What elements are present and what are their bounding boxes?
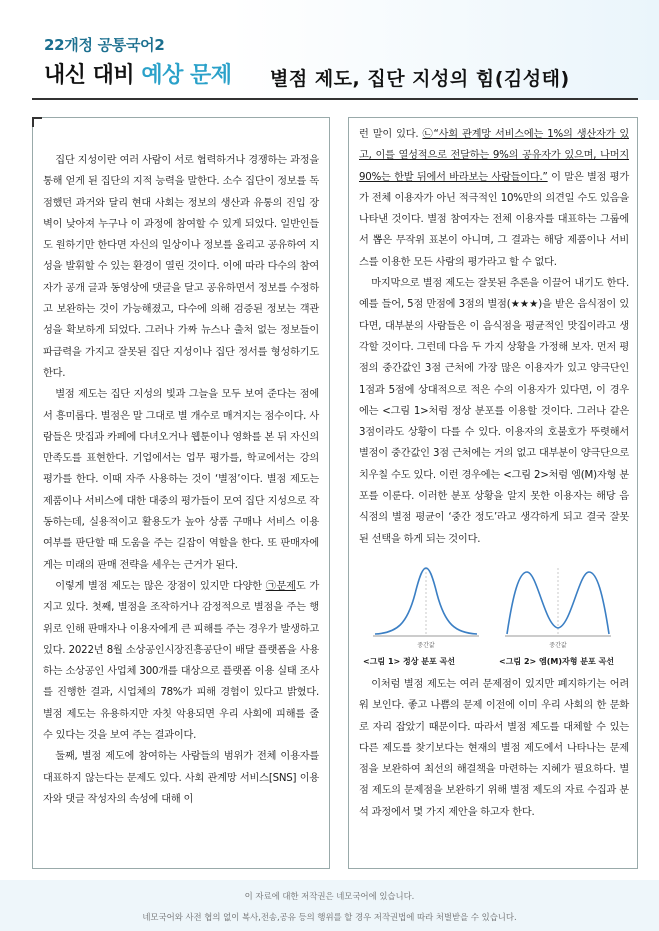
- figure-m-distribution: [499, 554, 617, 654]
- paragraph-problems-first: [43, 576, 319, 746]
- paragraph-problems-first-b: 도 가지고 있다. 첫째, 별점을 조작하거나 감정적으로 별점을 주는 행위로 인해 판매자나 이용자에게 큰 피해를 주는 경우가 발생하고 있다. 2022년 8월 소상공인시장진흥공단이 배달 플랫폼을 사용하는 소상공인 사업체 300개를 대상으로 플랫폼 이용 실태 조사를 진행한 결과, 시업체의 78%가 피해 경험이 있다고 밝혔다. 별점 제도는 유용하지만 자칫 악용되면 우리 사회에 피해를 줄 수 있다는 것을 보여 주는 결과이다.: [43, 580, 320, 742]
- underlined-quote: ㉡“사회 관계망 서비스에는 1%의 생산자가 있고, 이를 열성적으로 전달하는 9%의 공유자가 있으며, 나머지 90%는 한발 뒤에서 바라보는 사람들이다.”: [359, 129, 629, 183]
- figure-normal-distribution: [367, 554, 485, 654]
- exam-title: [44, 58, 232, 89]
- paragraph-problems-second: 둘째, 별점 제도에 참여하는 사람들의 범위가 전체 이용자를 대표하지 않는다는 문제도 있다. 사회 관계망 서비스[SNS] 이용자와 댓글 작성자의 속성에 대해 이: [43, 751, 319, 805]
- paragraph-collective-intelligence: 집단 지성이란 여러 사람이 서로 협력하거나 경쟁하는 과정을 통해 얻게 된 집단의 지적 능력을 말한다. 소수 집단이 정보를 독점했던 과거와 달리 현대 사회는 정보의 생산과 유통의 진입 장벽이 낮아져 누구나 이 과정에 참여할 수 있게 되었다. 일반인들도 원하기만 한다면 자신의 일상이나 정보를 올리고 공유하여 지성을 발휘할 수 있는 환경이 열린 것이다. 이에 따라 다수의 참여자가 공개 글과 동영상에 댓글을 달고 공유하면서 정보를 수정하고 보완하는 것이 가능해졌고, 다수에 의해 검증된 정보는 객관성을 확보하게 되었다. 그러나 가짜 뉴스나 출처 없는 정보들이 파급력을 가지고 잘못된 집단 지성이나 집단 정서를 형성하기도 한다.: [43, 155, 319, 379]
- figure2-caption: <그림 2> 엠(M)자형 분포 곡선: [499, 656, 614, 666]
- exam-title-prefix: 내신 대비: [44, 63, 142, 88]
- copyright-warning: 네모국어와 사전 협의 없이 복사,전송,공유 등의 행위를 할 경우 저작권법에 따라 처벌받을 수 있습니다.: [142, 912, 517, 922]
- series-label: 22개정 공통국어2: [44, 36, 165, 54]
- exam-title-highlight: 예상 문제: [141, 63, 232, 88]
- paragraph-wrong-inference: 마지막으로 별점 제도는 잘못된 추론을 이끌어 내기도 한다. 예를 들어, 5점 만점에 3점의 별점(★★★)을 받은 음식점이 있다면, 대부분의 사람들은 이 음식점을 평균적인 맛집이라고 생각할 것이다. 그런데 다음 두 가지 상황을 가정해 보자. 먼저 평점의 중간값인 3점 근처에 가장 많은 이용자가 있고 양극단인 1점과 5점에 상대적으로 적은 수의 이용자가 있다면, 이 경우에는 <그림 1>처럼 정상 분포를 이용할 것이다. 그러나 같은 3점이라도 상황이 다를 수 있다. 이용자의 호불호가 뚜렷해서 별점이 중간값인 3점 근처에는 거의 없고 대부분이 양극단으로 치우칠 수도 있다. 이런 경우에는 <그림 2>처럼 엠(M)자형 분포를 이룬다. 이러한 분포 상황을 알지 못한 이용자는 해당 음식점의 별점 평균이 ‘중간 정도’라고 생각하게 되고 결국 잘못된 선택을 하게 되는 것이다.: [359, 278, 629, 545]
- m-curve-graphic: [499, 554, 617, 654]
- footer-band: [0, 880, 659, 931]
- right-column: [348, 117, 638, 869]
- header-divider: [32, 98, 638, 100]
- paragraph-sns-quote-a: 런 말이 있다.: [359, 129, 423, 140]
- left-column: [32, 117, 330, 869]
- paragraph-star-rating-intro: 별점 제도는 집단 지성의 빛과 그늘을 모두 보여 준다는 점에서 흥미롭다. 별점은 말 그대로 별 개수로 매겨지는 점수이다. 사람들은 맛집과 카페에 다녀오거나 웹툰이나 영화를 본 뒤 자신의 만족도를 표현한다. 기업에서는 업무 평가를, 학교에서는 강의 평가를 한다. 이때 자주 사용하는 것이 ‘별점’이다. 별점 제도는 제품이나 서비스에 대한 대중의 평가들이 모여 집단 지성으로 작동하는데, 실용적이고 활용도가 높아 상품 구매나 서비스 이용 여부를 판단할 때 도움을 주는 길잡이 역할을 한다. 또 판매자에게는 미래의 판매 전략을 세우는 근거가 된다.: [43, 389, 319, 571]
- paragraph-sns-quote-b: 이 말은 별점 평가가 전체 이용자가 아닌 적극적인 10%만의 의견일 수도 있음을 나타낸 것이다. 별점 참여자는 전체 이용자를 대표하는 그룹에서 뽑은 무작위 표본이 아니며, 그 결과는 해당 제품이나 서비스를 이용한 모든 사람의 평가라고 할 수 없다.: [359, 171, 629, 268]
- copyright-notice: 이 자료에 대한 저작권은 네모국어에 있습니다.: [244, 891, 415, 901]
- figure1-axis-label: 중간값: [417, 641, 435, 649]
- paragraph-problems-first-a: 이렇게 별점 제도는 많은 장점이 있지만 다양한: [55, 580, 266, 592]
- paragraph-conclusion: 이처럼 별점 제도는 여러 문제점이 있지만 폐지하기는 어려워 보인다. 좋고 나쁨의 문제 이전에 이미 우리 사회의 한 문화로 자리 잡았기 때문이다. 따라서 별점 제도를 대체할 수 있는 다른 제도를 찾기보다는 현재의 별점 제도에서 나타나는 문제점을 보완하여 최선의 해결책을 마련하는 지혜가 필요하다. 별점 제도의 문제점을 보완하기 위해 별점 제도의 자료 수집과 분석 과정에서 몇 가지 제안을 하고자 한다.: [359, 678, 629, 818]
- figures: [359, 554, 629, 674]
- paragraph-sns-quote: [359, 124, 629, 273]
- normal-curve-graphic: [367, 554, 485, 654]
- figure1-caption: <그림 1> 정상 분포 곡선: [363, 656, 455, 666]
- corner-mark: [32, 117, 42, 127]
- underlined-problem-marker: ㉠문제: [265, 580, 296, 592]
- unit-title: 별점 제도, 집단 지성의 힘(김성태): [270, 68, 570, 90]
- figure2-axis-label: 중간값: [549, 641, 567, 649]
